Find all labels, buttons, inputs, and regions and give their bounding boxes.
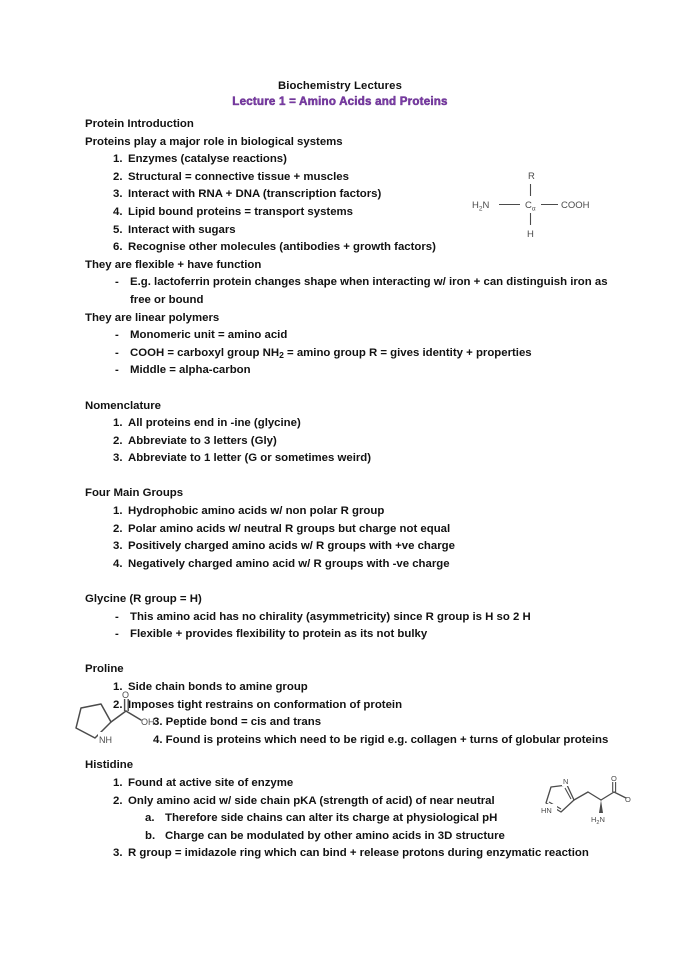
list-item <box>85 828 615 846</box>
list-text: This amino acid has no chirality (asymmetricity) since R group is H so 2 H <box>130 610 531 623</box>
list-text: R group = imidazole ring which can bind + release protons during enzymatic reaction <box>128 847 589 860</box>
list-item <box>85 345 615 363</box>
list-marker: 5. <box>113 223 123 236</box>
generic-amino-acid-structure-figure <box>470 165 610 243</box>
list-marker: - <box>115 610 119 623</box>
bond-alpha-carboxyl <box>601 792 614 800</box>
list-item <box>85 775 615 793</box>
list-text: Only amino acid w/ side chain pKA (strength of acid) of near neutral <box>128 794 495 807</box>
label-ring-n-top: N <box>563 777 569 786</box>
list-text: Found at active site of enzyme <box>128 776 294 789</box>
list-item <box>85 433 615 451</box>
list-text: 4. Found is proteins which need to be rigid e.g. collagen + turns of globular proteins <box>153 733 609 746</box>
list-item <box>85 415 615 433</box>
label-carboxyl: COOH <box>561 200 590 211</box>
label-r-group: R <box>528 171 535 182</box>
list-text: Flexible + provides flexibility to protein as its not bulky <box>130 628 428 641</box>
list-text: Monomeric unit = amino acid <box>130 329 288 342</box>
list-marker: - <box>115 628 119 641</box>
list-marker: - <box>115 329 119 342</box>
list-text: Middle = alpha-carbon <box>130 364 251 377</box>
list-text: Enzymes (catalyse reactions) <box>128 153 287 166</box>
list-text: Recognise other molecules (antibodies + growth factors) <box>128 241 436 254</box>
list-item <box>85 450 615 468</box>
list-marker: 4. <box>113 557 123 570</box>
list-marker: 1. <box>113 776 123 789</box>
formula-suffix: = amino group R = gives identity + properties <box>283 346 532 359</box>
list-marker: 3. <box>113 188 123 201</box>
label-amine: $H_2N$ <box>591 815 605 826</box>
label-ring-nitrogen: NH <box>99 735 112 745</box>
list-marker: 6. <box>113 241 123 254</box>
list-text: Negatively charged amino acid w/ R groups with -ve charge <box>128 557 450 570</box>
list-item <box>85 556 615 574</box>
list-item <box>85 274 615 309</box>
histidine-diagram-icon <box>541 774 635 834</box>
list-text: Abbreviate to 1 letter (G or sometimes weird) <box>128 452 372 465</box>
section-gap <box>85 380 615 398</box>
list-item <box>85 503 615 521</box>
list-item <box>85 609 615 627</box>
label-carbonyl-oxygen: O <box>611 774 617 783</box>
list-item <box>85 362 615 380</box>
list-marker: 3. <box>113 452 123 465</box>
list-item <box>85 810 615 828</box>
formula-subscript: 2 <box>279 349 284 360</box>
list-text: All proteins end in -ine (glycine) <box>128 417 301 430</box>
ring-double-bond-a <box>565 788 571 799</box>
list-marker: - <box>115 346 119 359</box>
list-marker: 4. <box>113 205 123 218</box>
bond-alpha-carbonyl <box>111 711 126 722</box>
protein-intro-lead-2: They are flexible + have function <box>85 258 262 271</box>
list-text: 3. Peptide bond = cis and trans <box>153 716 322 729</box>
label-hydrogen: H <box>527 229 534 240</box>
list-marker: 2. <box>113 794 123 807</box>
proline-diagram-icon <box>73 691 171 753</box>
list-text: Interact with RNA + DNA (transcription factors) <box>128 188 382 201</box>
list-marker: 1. <box>113 417 123 430</box>
list-marker: - <box>115 364 119 377</box>
heading-glycine: Glycine (R group = H) <box>85 593 202 606</box>
list-item <box>85 793 615 811</box>
heading-protein-introduction: Protein Introduction <box>85 118 194 130</box>
bond-ch2-alpha <box>588 792 601 800</box>
list-marker: a. <box>145 812 155 825</box>
list-text: Therefore side chains can alter its charge at physiological pH <box>165 812 498 825</box>
list-text: Side chain bonds to amine group <box>128 681 308 693</box>
list-text: Abbreviate to 3 letters (Gly) <box>128 434 277 447</box>
list-item <box>85 626 615 644</box>
list-text: Structural = connective tissue + muscles <box>128 170 349 183</box>
label-alpha-carbon: $C_\alpha$ <box>525 200 536 213</box>
document-title: Biochemistry Lectures <box>278 80 402 92</box>
list-text: Imposes tight restrains on conformation of protein <box>128 698 403 711</box>
list-text: Positively charged amino acids w/ R groups with +ve charge <box>128 540 455 553</box>
heading-histidine: Histidine <box>85 759 134 772</box>
list-item <box>85 327 615 345</box>
formula-prefix: COOH = carboxyl group NH <box>130 346 280 359</box>
list-text: Interact with sugars <box>128 223 236 236</box>
label-carbonyl-oxygen: O <box>122 691 130 700</box>
label-hydroxyl: O <box>625 795 631 804</box>
histidine-structure-figure <box>541 774 635 834</box>
list-marker: 1. <box>113 153 123 166</box>
list-marker: 3. <box>113 540 123 553</box>
list-marker: 2. <box>113 434 123 447</box>
list-text: Lipid bound proteins = transport systems <box>128 205 353 218</box>
heading-nomenclature: Nomenclature <box>85 399 161 412</box>
list-marker: 3. <box>113 847 123 860</box>
list-text: Polar amino acids w/ neutral R groups but charge not equal <box>128 522 451 535</box>
list-text: Charge can be modulated by other amino acids in 3D structure <box>165 829 505 842</box>
list-text: Hydrophobic amino acids w/ non polar R group <box>128 505 385 518</box>
list-marker: 1. <box>113 681 123 693</box>
list-item <box>85 845 615 863</box>
bond-carbonyl-oh <box>126 711 141 720</box>
label-hydroxyl: OH <box>141 717 155 727</box>
list-text: E.g. lactoferrin protein changes shape when interacting w/ iron + can distinguish iron as free or bound <box>130 276 608 306</box>
section-gap <box>85 573 615 591</box>
amino-acid-diagram-icon <box>470 165 610 243</box>
heading-four-main-groups: Four Main Groups <box>85 487 184 500</box>
list-marker: 2. <box>113 170 123 183</box>
bond-ring-ch2 <box>574 792 588 800</box>
list-marker: - <box>115 276 119 289</box>
list-item <box>85 538 615 556</box>
heading-proline: Proline <box>85 663 124 676</box>
list-marker: b. <box>145 829 156 842</box>
protein-intro-lead-3: They are linear polymers <box>85 311 220 324</box>
protein-intro-lead: Proteins play a major role in biological systems <box>85 135 343 148</box>
list-item <box>85 521 615 539</box>
document-subtitle: Lecture 1 = Amino Acids and Proteins <box>232 95 448 108</box>
label-ring-nh: HN <box>541 806 552 815</box>
section-gap <box>85 468 615 486</box>
list-text <box>130 345 615 363</box>
bond-alpha-amine-wedge <box>599 800 603 813</box>
list-marker: 1. <box>113 505 123 518</box>
section-gap <box>85 644 615 662</box>
list-marker: 2. <box>113 522 123 535</box>
label-amine: $H_2N$ <box>472 200 490 213</box>
proline-structure-figure <box>73 691 171 753</box>
list-marker: 2. <box>113 698 123 711</box>
